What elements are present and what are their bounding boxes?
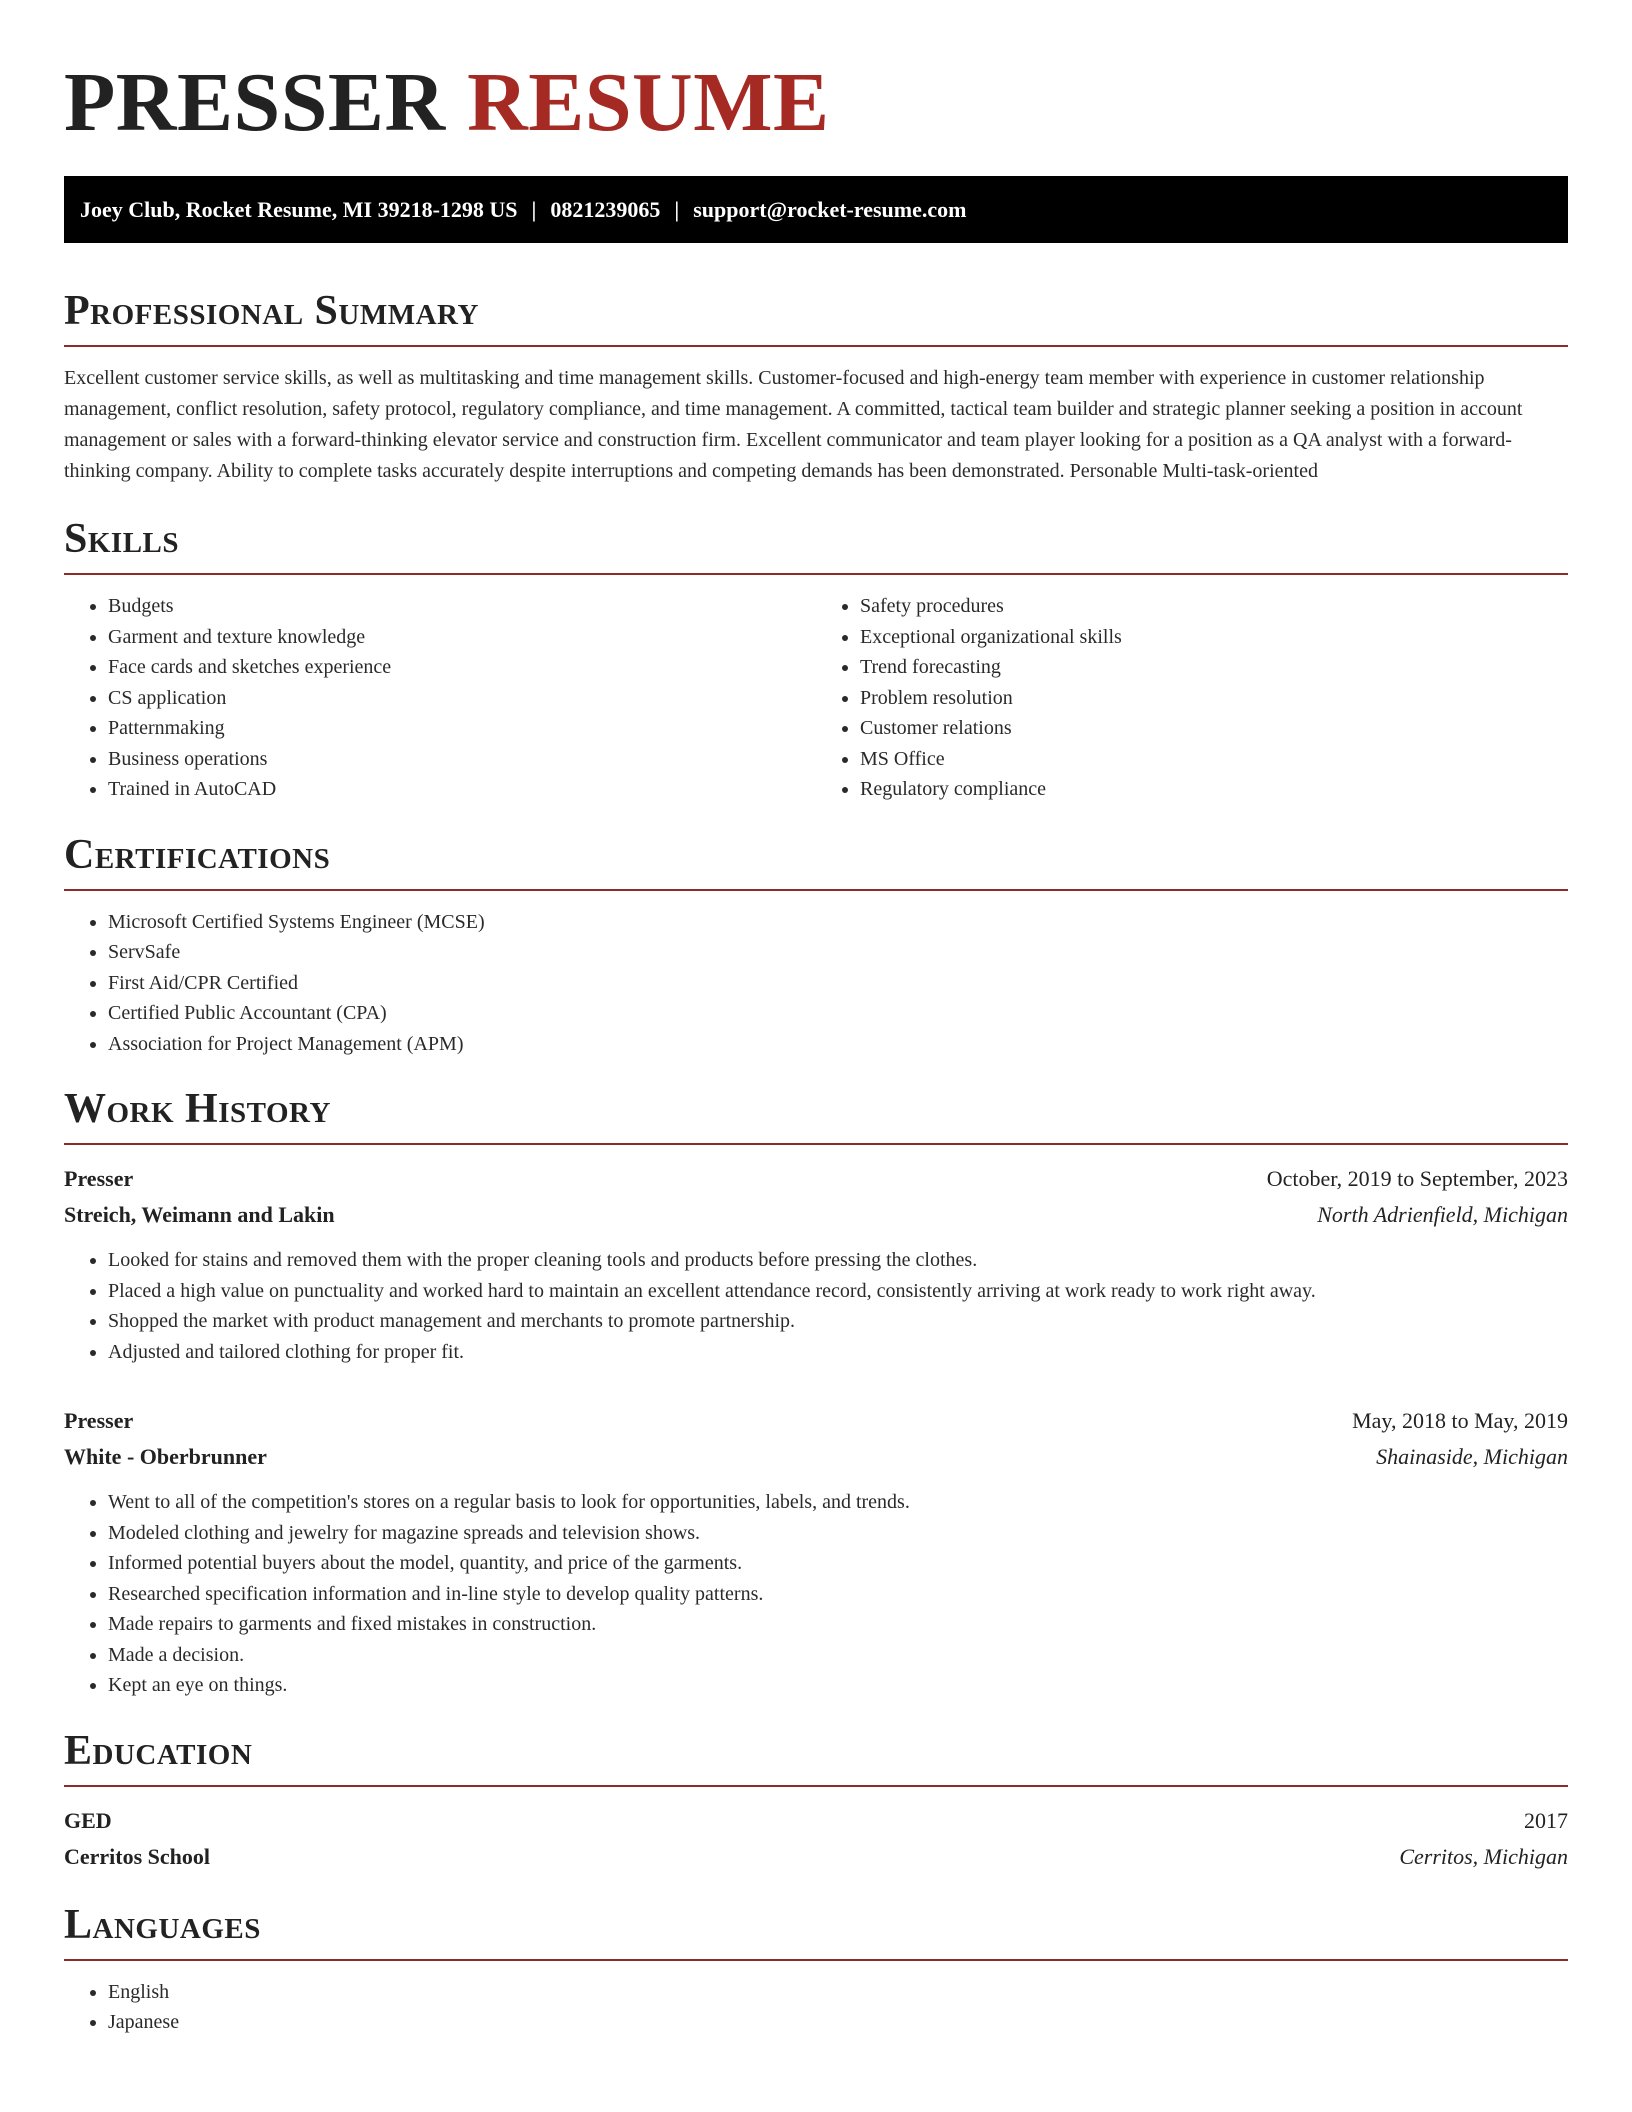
skill-item: • Safety procedures	[860, 591, 1568, 622]
skill-item: • Face cards and sketches experience	[108, 652, 816, 683]
skill-item: • Trained in AutoCAD	[108, 774, 816, 805]
languages-section	[64, 1901, 1568, 2038]
education-school-row	[64, 1839, 1568, 1875]
certification-item: • First Aid/CPR Certified	[108, 968, 1568, 999]
skill-item: • Customer relations	[860, 713, 1568, 744]
job-duty: • Went to all of the competition's stores on a regular basis to look for opportunities, labels, and trends.	[108, 1487, 1568, 1518]
education-school: Cerritos School	[64, 1843, 211, 1869]
education-heading: Education	[64, 1727, 253, 1774]
summary-heading: Professional Summary	[64, 288, 479, 334]
job-duty: • Shopped the market with product management and merchants to promote partnership.	[108, 1306, 1568, 1337]
job-location: Shainaside, Michigan	[1376, 1444, 1568, 1469]
job-title: Presser	[64, 1166, 134, 1191]
resume-title	[64, 0, 1568, 150]
skill-item: • Budgets	[108, 591, 816, 622]
job-entry	[64, 1403, 1568, 1701]
job-company-row	[64, 1439, 1568, 1475]
skill-item: • Patternmaking	[108, 713, 816, 744]
job-duty: • Looked for stains and removed them with the proper cleaning tools and products before pressing the clothes.	[108, 1245, 1568, 1276]
section-divider	[64, 1143, 1568, 1145]
skill-item: • Problem resolution	[860, 683, 1568, 714]
resume-page	[64, 0, 1568, 2038]
job-duties-list	[64, 1487, 1568, 1701]
contact-separator: |	[531, 197, 537, 222]
job-duty: • Placed a high value on punctuality and worked hard to maintain an excellent attendance record, consistently arriving at work ready to work right away.	[108, 1276, 1568, 1307]
certification-item: • Certified Public Accountant (CPA)	[108, 998, 1568, 1029]
job-duty: • Informed potential buyers about the model, quantity, and price of the garments.	[108, 1548, 1568, 1579]
certifications-section	[64, 831, 1568, 1060]
language-item: • Japanese	[108, 2007, 1568, 2038]
job-company: White - Oberbrunner	[64, 1444, 267, 1469]
job-duty: • Adjusted and tailored clothing for proper fit.	[108, 1337, 1568, 1368]
work-history-heading: Work History	[64, 1086, 331, 1132]
job-duty: • Kept an eye on things.	[108, 1670, 1568, 1701]
job-duty: • Researched specification information and in-line style to develop quality patterns.	[108, 1579, 1568, 1610]
certifications-list	[64, 907, 1568, 1060]
job-company-row	[64, 1197, 1568, 1233]
languages-list	[64, 1977, 1568, 2038]
certification-item: • ServSafe	[108, 937, 1568, 968]
skill-item: • CS application	[108, 683, 816, 714]
languages-heading: Languages	[64, 1901, 261, 1948]
education-entry	[64, 1803, 1568, 1875]
title-first-word: PRESSER	[64, 56, 446, 149]
summary-section	[64, 287, 1568, 487]
certification-item: • Microsoft Certified Systems Engineer (MCSE)	[108, 907, 1568, 938]
job-title-row	[64, 1403, 1568, 1439]
title-second-word: RESUME	[467, 56, 830, 149]
section-divider	[64, 345, 1568, 347]
contact-phone: 0821239065	[550, 197, 661, 222]
work-history-section	[64, 1085, 1568, 1701]
job-dates: October, 2019 to September, 2023	[1266, 1166, 1568, 1191]
certifications-heading: Certifications	[64, 831, 331, 878]
skills-columns	[64, 591, 1568, 805]
education-year: 2017	[1524, 1807, 1568, 1833]
skill-item: • Regulatory compliance	[860, 774, 1568, 805]
skill-item: • MS Office	[860, 744, 1568, 775]
language-item: • English	[108, 1977, 1568, 2008]
skills-heading: Skills	[64, 516, 180, 562]
certification-item: • Association for Project Management (APM)	[108, 1029, 1568, 1060]
summary-text: Excellent customer service skills, as well as multitasking and time management skills. Customer-focused and high-energy team member with experience in customer relationship management, conflict resolution, safety protocol, regulatory compliance, and time management. A committed, tactical team builder and strategic planner seeking a position in account management or sales with a forward-thinking elevator service and construction firm. Excellent communicator and team player looking for a position as a QA analyst with a forward-thinking company. Ability to complete tasks accurately despite interruptions and competing demands has been demonstrated. Personable Multi-task-oriented	[64, 367, 1523, 482]
section-divider	[64, 573, 1568, 575]
job-duty: • Made repairs to garments and fixed mistakes in construction.	[108, 1609, 1568, 1640]
section-divider	[64, 1959, 1568, 1961]
job-duty: • Made a decision.	[108, 1640, 1568, 1671]
job-entry	[64, 1161, 1568, 1367]
skills-list-left	[64, 591, 816, 805]
skill-item: • Trend forecasting	[860, 652, 1568, 683]
section-divider	[64, 1785, 1568, 1787]
education-degree-row	[64, 1803, 1568, 1839]
skill-item: • Garment and texture knowledge	[108, 622, 816, 653]
skills-section	[64, 515, 1568, 805]
contact-separator: |	[674, 197, 680, 222]
skill-item: • Exceptional organizational skills	[860, 622, 1568, 653]
job-company: Streich, Weimann and Lakin	[64, 1202, 335, 1227]
contact-address: Joey Club, Rocket Resume, MI 39218-1298 US	[80, 197, 518, 222]
section-divider	[64, 889, 1568, 891]
job-duty: • Modeled clothing and jewelry for magazine spreads and television shows.	[108, 1518, 1568, 1549]
education-degree: GED	[64, 1807, 112, 1833]
job-title-row	[64, 1161, 1568, 1197]
contact-bar	[64, 176, 1568, 243]
contact-email: support@rocket-resume.com	[693, 197, 967, 222]
skill-item: • Business operations	[108, 744, 816, 775]
education-section	[64, 1727, 1568, 1875]
education-location: Cerritos, Michigan	[1399, 1843, 1568, 1869]
job-title: Presser	[64, 1408, 134, 1433]
skills-list-right	[816, 591, 1568, 805]
job-duties-list	[64, 1245, 1568, 1367]
job-dates: May, 2018 to May, 2019	[1352, 1408, 1568, 1433]
job-location: North Adrienfield, Michigan	[1317, 1202, 1568, 1227]
